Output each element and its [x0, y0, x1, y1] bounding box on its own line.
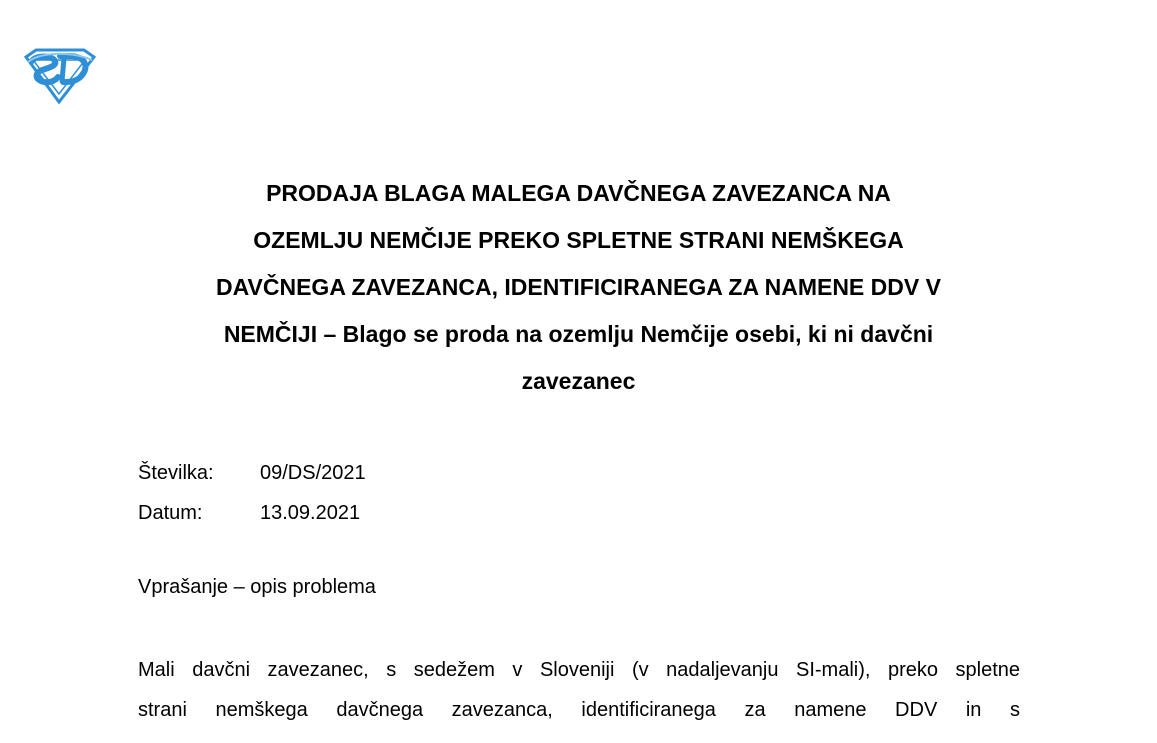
title-line: OZEMLJU NEMČIJE PREKO SPLETNE STRANI NEMŠKEGA	[253, 227, 904, 253]
sd-logo	[22, 47, 96, 105]
title-line: PRODAJA BLAGA MALEGA DAVČNEGA ZAVEZANCA NA	[266, 180, 891, 206]
number-label: Številka:	[138, 462, 214, 484]
document-meta	[138, 453, 366, 533]
sd-diamond-logo-icon	[22, 47, 96, 105]
title-line: NEMČIJI – Blago se proda na ozemlju Nemčije osebi, ki ni davčni	[223, 321, 934, 347]
document-title	[120, 170, 1037, 405]
date-row	[138, 493, 366, 533]
title-line: zavezanec	[521, 368, 636, 394]
number-value: 09/DS/2021	[260, 462, 366, 484]
number-row	[138, 453, 366, 493]
date-label: Datum:	[138, 502, 203, 524]
body-paragraph	[138, 650, 1020, 730]
title-line: DAVČNEGA ZAVEZANCA, IDENTIFICIRANEGA ZA NAMENE DDV V	[216, 274, 941, 300]
body-line: Mali davčni zavezanec, s sedežem v Sloveniji (v nadaljevanju SI-mali), preko spletne	[138, 659, 1020, 681]
section-heading: Vprašanje – opis problema	[138, 576, 376, 598]
date-value: 13.09.2021	[260, 502, 361, 524]
body-line: strani nemškega davčnega zavezanca, identificiranega za namene DDV in s	[138, 699, 1020, 721]
